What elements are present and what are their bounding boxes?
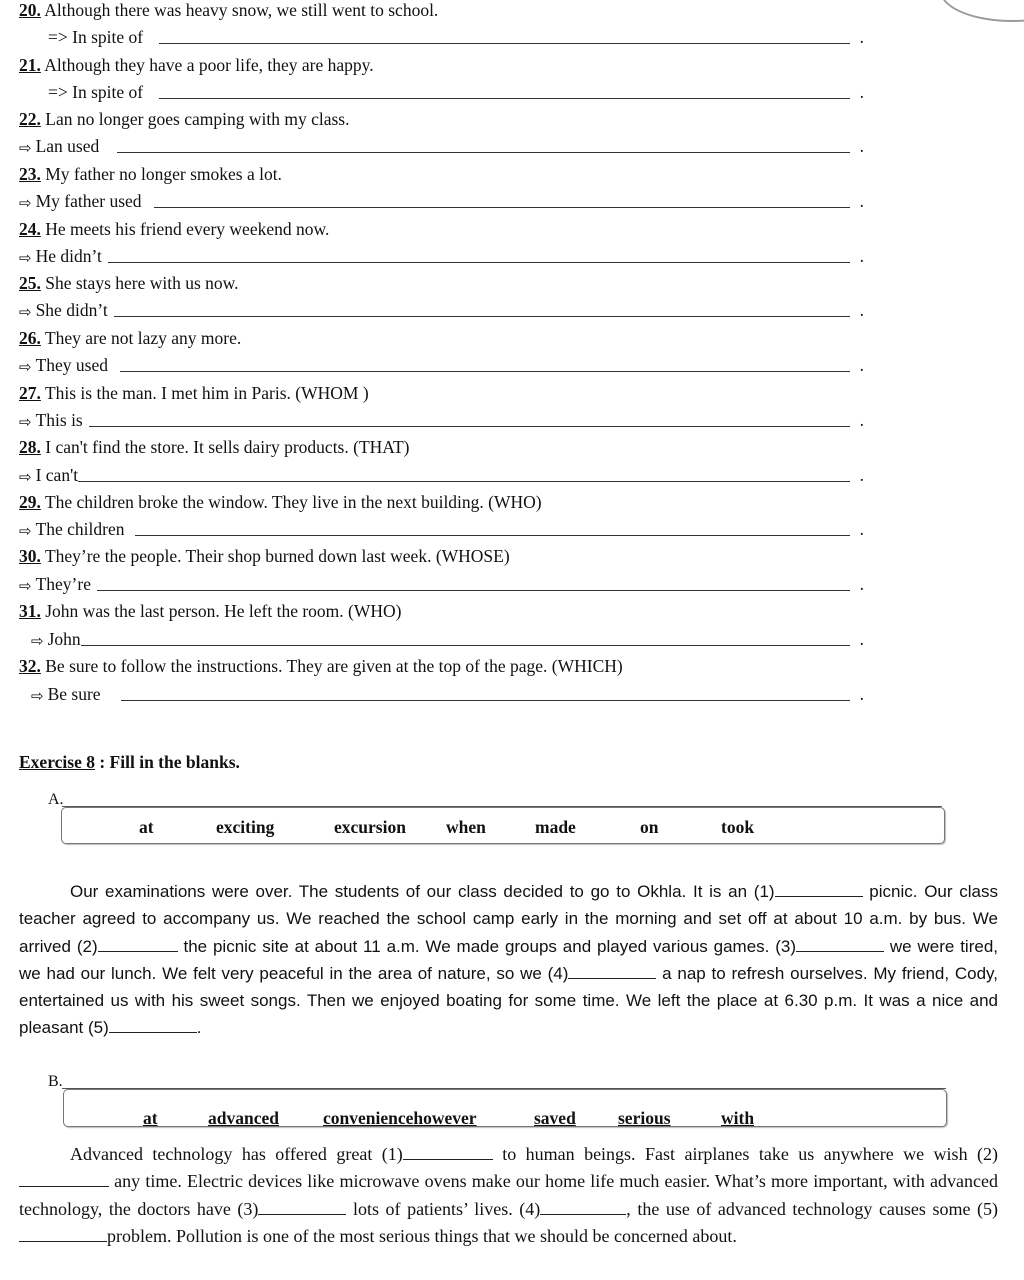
arrow-icon: ⇨ bbox=[19, 303, 32, 321]
blank-4[interactable] bbox=[540, 1200, 626, 1215]
answer-line-32[interactable]: ⇨ Be sure . bbox=[31, 684, 864, 705]
answer-line-21[interactable]: => In spite of . bbox=[48, 82, 864, 102]
arrow-icon: ⇨ bbox=[19, 468, 32, 486]
blank-2[interactable] bbox=[19, 1172, 109, 1187]
arrow-prefix: => bbox=[48, 82, 68, 102]
answer-line-28[interactable]: ⇨ I can't . bbox=[19, 465, 864, 486]
arrow-icon: ⇨ bbox=[19, 249, 32, 267]
question-number: 22. bbox=[19, 109, 41, 129]
question-text: John was the last person. He left the room. (WHO) bbox=[45, 601, 402, 621]
word-box-b bbox=[63, 1089, 947, 1127]
question-text: Although there was heavy snow, we still went to school. bbox=[44, 0, 439, 20]
answer-start: Be sure bbox=[47, 684, 101, 704]
answer-start: My father used bbox=[35, 191, 142, 211]
arrow-icon: ⇨ bbox=[19, 522, 32, 540]
question-28 bbox=[19, 437, 410, 458]
section-a-label: A. bbox=[48, 791, 64, 808]
question-20 bbox=[19, 0, 438, 21]
answer-start: This is bbox=[35, 410, 83, 430]
answer-start: She didn’t bbox=[35, 300, 108, 320]
word-option: exciting bbox=[216, 817, 275, 837]
answer-line-22[interactable]: ⇨ Lan used . bbox=[19, 136, 864, 157]
answer-start: They’re bbox=[35, 574, 91, 594]
question-number: 32. bbox=[19, 656, 41, 676]
question-number: 21. bbox=[19, 55, 41, 75]
exercise-heading bbox=[19, 752, 240, 773]
question-text: She stays here with us now. bbox=[45, 273, 239, 293]
word-option: with bbox=[721, 1108, 755, 1128]
question-text: Although they have a poor life, they are happy. bbox=[44, 55, 374, 75]
answer-line-24[interactable]: ⇨ He didn’t . bbox=[19, 246, 864, 267]
question-21 bbox=[19, 55, 374, 76]
word-option: saved bbox=[534, 1108, 576, 1128]
answer-line-27[interactable]: ⇨ This is . bbox=[19, 410, 864, 431]
word-option: when bbox=[446, 817, 486, 837]
question-number: 28. bbox=[19, 437, 41, 457]
word-box-a bbox=[61, 807, 945, 844]
section-b-label: B. bbox=[48, 1073, 63, 1090]
question-text: They’re the people. Their shop burned down last week. (WHOSE) bbox=[44, 546, 510, 566]
arrow-icon: ⇨ bbox=[19, 139, 32, 157]
blank-3[interactable] bbox=[796, 937, 884, 952]
question-number: 23. bbox=[19, 164, 41, 184]
question-24 bbox=[19, 219, 329, 240]
answer-start: In spite of bbox=[72, 27, 144, 47]
question-23 bbox=[19, 164, 282, 185]
question-text: This is the man. I met him in Paris. (WHOM ) bbox=[44, 383, 369, 403]
answer-start: Lan used bbox=[35, 136, 100, 156]
question-text: He meets his friend every weekend now. bbox=[45, 219, 330, 239]
arrow-prefix: => bbox=[48, 27, 68, 47]
question-number: 30. bbox=[19, 546, 41, 566]
answer-start: John bbox=[47, 629, 81, 649]
question-26 bbox=[19, 328, 241, 349]
question-text: The children broke the window. They live in the next building. (WHO) bbox=[44, 492, 542, 512]
word-option: at bbox=[143, 1108, 158, 1128]
blank-5[interactable] bbox=[109, 1018, 197, 1033]
question-25 bbox=[19, 273, 239, 294]
blank-4[interactable] bbox=[568, 964, 656, 979]
arrow-icon: ⇨ bbox=[19, 577, 32, 595]
answer-line-25[interactable]: ⇨ She didn’t . bbox=[19, 300, 864, 321]
answer-start: In spite of bbox=[72, 82, 144, 102]
blank-1[interactable] bbox=[775, 882, 863, 897]
word-option: advanced bbox=[208, 1108, 279, 1128]
answer-line-26[interactable]: ⇨ They used . bbox=[19, 355, 864, 376]
question-number: 20. bbox=[19, 0, 41, 20]
answer-start: The children bbox=[35, 519, 125, 539]
blank-1[interactable] bbox=[403, 1145, 493, 1160]
exercise-label: Exercise 8 bbox=[19, 752, 95, 772]
question-text: My father no longer smokes a lot. bbox=[45, 164, 282, 184]
question-text: I can't find the store. It sells dairy products. (THAT) bbox=[45, 437, 410, 457]
answer-line-23[interactable]: ⇨ My father used . bbox=[19, 191, 864, 212]
answer-start: He didn’t bbox=[35, 246, 102, 266]
answer-line-31[interactable]: ⇨ John . bbox=[31, 629, 864, 650]
answer-line-30[interactable]: ⇨ They’re . bbox=[19, 574, 864, 595]
question-29 bbox=[19, 492, 542, 513]
question-text: Be sure to follow the instructions. They are given at the top of the page. (WHICH) bbox=[45, 656, 623, 676]
question-31 bbox=[19, 601, 401, 622]
question-text: Lan no longer goes camping with my class. bbox=[45, 109, 350, 129]
question-number: 29. bbox=[19, 492, 41, 512]
exercise-instruction: : Fill in the blanks. bbox=[94, 752, 240, 772]
question-number: 27. bbox=[19, 383, 41, 403]
word-option: conveniencehowever bbox=[323, 1108, 477, 1128]
arrow-icon: ⇨ bbox=[19, 413, 32, 431]
page-corner-decoration bbox=[940, 0, 1024, 22]
question-32 bbox=[19, 656, 623, 677]
word-option: serious bbox=[618, 1108, 671, 1128]
arrow-icon: ⇨ bbox=[19, 194, 32, 212]
question-number: 26. bbox=[19, 328, 41, 348]
question-text: They are not lazy any more. bbox=[44, 328, 242, 348]
blank-5[interactable] bbox=[19, 1227, 107, 1242]
word-option: took bbox=[721, 817, 755, 837]
answer-start: I can't bbox=[35, 465, 79, 485]
question-number: 24. bbox=[19, 219, 41, 239]
word-option: excursion bbox=[334, 817, 406, 837]
word-option: at bbox=[139, 817, 154, 837]
arrow-icon: ⇨ bbox=[31, 632, 44, 650]
word-option: made bbox=[535, 817, 576, 837]
blank-3[interactable] bbox=[258, 1200, 346, 1215]
passage-b: Advanced technology has offered great (1) to human beings. Fast airplanes take us anywhere we wish (2) any time. Electric devices like microwave ovens make our home life much easier. What’s more important, with advanced technology, the doctors have (3) lots of patients’ lives. (4) , the use of advanced technology causes some (5)problem. Pollution is one of the most serious things that we should be concerned about. bbox=[19, 1144, 998, 1247]
answer-start: They used bbox=[35, 355, 108, 375]
answer-line-29[interactable]: ⇨ The children . bbox=[19, 519, 864, 540]
question-27 bbox=[19, 383, 369, 404]
arrow-icon: ⇨ bbox=[19, 358, 32, 376]
question-number: 25. bbox=[19, 273, 41, 293]
question-30 bbox=[19, 546, 510, 567]
arrow-icon: ⇨ bbox=[31, 687, 44, 705]
answer-line-20[interactable]: => In spite of . bbox=[48, 27, 864, 47]
passage-a: Our examinations were over. The students of our class decided to go to Okhla. It is an (1) picnic. Our class teacher agreed to accompany us. We reached the school camp early in the morning and set off at about 10 a.m. by bus. We arrived (2) the picnic site at about 11 a.m. We made groups and played various games. (3) we were tired, we had our lunch. We felt very peaceful in the area of nature, so we (4) a nap to refresh ourselves. My friend, Cody, entertained us with his sweet songs. Then we enjoyed boating for some time. We left the place at 6.30 p.m. It was a nice and pleasant (5) . bbox=[19, 882, 998, 1038]
blank-2[interactable] bbox=[98, 937, 178, 952]
question-number: 31. bbox=[19, 601, 41, 621]
question-22 bbox=[19, 109, 350, 130]
word-option: on bbox=[640, 817, 659, 837]
